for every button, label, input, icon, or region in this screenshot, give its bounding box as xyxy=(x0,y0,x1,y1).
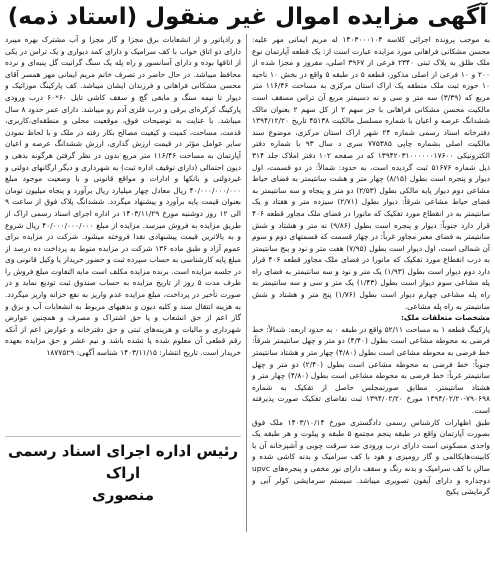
column-divider xyxy=(246,34,247,532)
notice-paragraph-1: به موجب پرونده اجرائی کلاسه ۱۴۰۳۰۰۰۱۰۴ له مریم ایمانی مهر علیه: محسن مشکانی فراهانی مورد مزایده عبارت است از: یک قطعه آپارتمان نوع ملک طلق به پلاک ثبتی ۲۳۴۰ فرعی از ۳۹۶۷ اصلی، مفروز و مجزا شده از ۲۰۰ و ۱۰ فرعی از اصلی مذکور، قطعه ۵ در طبقه ۵ واقع در بخش ۱۰ ناحیه ۱۰ حوزه ثبت ملک منطقه یک اراک استان مرکزی به مساحت ۱۱۶/۴۶ متر مربع که (۳/۳۹) سه متر و سی و نه دسیمتر مربع آن تراس مسقف است مالکیت محسن مشکانی فراهانی با جز سهم ۲ از کل سهم ۲ بعنوان مالک ششدانگ عرصه و اعیان با شماره مسلسل مالکیت ۴۵۱۳۸ تاریخ ۱۳۹۴/۱۲/۲۰ دفترخانه اسناد رسمی شماره ۲۴ شهر اراک استان مرکزی، موضوع سند مالکیت اصلی بشماره چاپی ۷۷۵۳۸۵ سری د سال ۹۳ با شماره دفتر الکترونیکی ۱۳۹۴۲۰۳۱۰۰۰۰۰۰۱۷۶۰۰ که در صفحه ۱۰۲ دفتر املاک جلد ۳۱۴ ذیل شماره ۵۱۶۷۶ ثبت گردیده است، به حدود: شمالاً: در دو قسمت، اول دیوار و پنجره است بطول (۸/۱۵) چهار متر و هشت سانتیمتر به فضای حیاط مشاعی دوم دیوار پایه مالکی بطول (۲/۵۳) دو متر و پنجاه و سه سانتیمتر به فضای حیاط مشاعی شرقاً: دیوار بطول (۲/۷۱) سیزده متر و هفتاد و یک سانتیمتر به در انقطاع مورد تفکیک که مانورا در فضای ملک مجاور قطعه ۴۰۶ قرار دارد جنوباً: دیوار و پنجره است بطول (۹/۸۶) نه متر و هشتاد و شش سانتیمتر به فضای معبر مجاور غرباً: در چهار قسمت که قسمتهای دوم و سوم آن شمالی است، اول دیوار است بطول (۷/۹۵) هفت متر و نود و پنج سانتیمتر به درب انقطاع مورد تفکیک که مانورا در فضای ملک مجاور قطعه ۴۰۶ قرار دارد دوم دیوار است بطول (۱/۹۳) یک متر و نود و سه سانتیمتر به فضای راه پله مشاعی سوم دیوار است بطول (۱/۴۳) یک متر و سی و سه سانتیمتر به راه پله مشاعی چهارم دیوار است بطول (۱/۷۶) پنج متر و هشتاد و شش سانتیمتر به راه پله مشاعی. xyxy=(252,35,490,311)
signature-separator xyxy=(5,436,241,437)
notice-paragraph-3: طبق اظهارات کارشناس رسمی دادگستری مورخ ۱۴۰۳/۱۰/۱۴ ملک فوق بصورت آپارتمان واقع در طبقه پنجم مجتمع ۵ طبقه و پیلوت و هر طبقه یک واحدی مسکونی است دارای درب ورودی ضد سرقت چوبی و آشپزخانه آن با کابینت‌هایکالمی و گاز رومیزی و هود با کف سرامیک و بدنه کاشی شده و سالن با کف سرامیک و بدنه رنگ و سقف دارای نور مخفی و پنجره‌های upvc دوجداره و دارای آیفون تصویری میباشد. سیستم سرمایشی کولر آبی و گرمایشی پکیج xyxy=(252,417,490,497)
signature-name: منصوری xyxy=(92,486,154,504)
signature-title: رئیس اداره اجرای اسناد رسمی اراک xyxy=(7,442,239,482)
left-column xyxy=(5,34,241,434)
right-column xyxy=(252,34,490,532)
notice-paragraph-2: پارکینگ قطعه ۱ به مساحت ۵۲/۱۱ واقع در طبقه ۰ به حدود اربعه: شمالاً: خط فرضی به محوطه مشاعی است بطول (۴/۴۰) دو متر و چهل سانتیمتر شرقاً: خط فرضی به محوطه مشاعی است بطول (۴/۸۰) چهار متر و هشتاد سانتیمتر جنوباً: خط فرضی به محوطه مشاعی است بطول (۲/۴۰) دو متر و چهل سانتیمتر غرباً: خط فرضی به محوطه مشاعی است بطول (۴/۸۰) چهار متر و هشتاد سانتیمتر. مطابق صورتمجلس حاصل از تفکیک به شماره ۷۹۰۶۹۸-۱۳۹۴/۰۲/۲۰ مورخ ۱۳۹۴/۰۲/۲۰ ثبت تقاضای تفکیک صورت پذیرفته است. xyxy=(252,324,490,415)
notice-title: آگهی مزایده اموال غیر منقول (استاد ذمه) xyxy=(7,4,488,30)
signature-block xyxy=(5,440,241,506)
notice-paragraph-4: و رادیاتور و از انشعابات برق مجزا و گاز مجزا و آب مشترک بهره میبرد دارای دو اتاق خواب با کف سرامیک و دارای کمد دیواری و یک تراس در یکی از اتاقها بوده و دارای آسانسور و راه پله یک سنگ گرانیت گل پنبه‌ای و نرده محافظ میباشد. در حال حاضر در تصرف خانم مریم ایمانی مهر همسر آقای محسن مشکانی فراهانی و فرزندان ایشان میباشد. کف پارکینگ موزائیک و دیوار تا نیمه سنگ و مابقی گچ و سقف کاشی تایل ۶۰*۶۰ درب ورودی پارکینگ کرکره‌ای برقی و درب فلزی آدم رو میباشد. دارای عمر حدود ۸ سال میباشد. با عنایت به توضیحات فوق، موقعیت محلی و منطقه‌ای،کاربری، قدمت، مساحت، کمیت و کیفیت مصالح بکار رفته در ملک و با لحاظ نمودن سایر عوامل مؤثر در قیمت ارزش گذاری، ارزش ششدانگ عرصه و اعیان آپارتمان به مساحت ۱۱۶/۴۶ متر مربع بدون در نظر گرفتن هرگونه بدهی و دیون احتمالی (دارای توقیف اداره ثبت) به شهرداری و دیگر ارگانهای دولتی و غیردولتی و بانکها و ادارات و مواقع قانونی و با وضعیت موجود مبلغ ۴۰/۰۰۰/۰۰۰/۰۰۰ ریال معادل چهار میلیارد ریال برآورد و پنجاه میلیون تومان بعنوان قیمت پایه برآورد و پیشنهاد میگردد. ششدانگ پلاک فوق از ساعت ۹ الی ۱۲ روز دوشنبه مورخ ۱۴۰۳/۱۱/۲۹ در اداره اجرای اسناد رسمی اراک از طریق مزایده به فروش میرسد. مزایده از مبلغ ۴۰/۰۰۰/۰۰۰/۰۰۰ ریال شروع و به بالاترین قیمت پیشنهادی نقدا فروخته میشود. شرکت در مزایده برای عموم آزاد و طبق ماده ۱۳۶ شرکت در مزایده منوط به پرداخت ده درصد از مبلغ پایه کارشناسی به حساب سپرده ثبت و حضور خریدار یا وکیل قانونی وی در جلسه مزایده است. برنده مزایده مکلف است مابه التفاوت مبلغ فروش را ظرف مدت ۵ روز از تاریخ مزایده به حساب صندوق ثبت تودیع نماید و در صورت تأخیر در پرداخت، مبلغ مزایده عدم واریز به نفع خزانه واریز میگردد. به هزینه انتقال سند و کلیه دیون و بدهیهای مربوط به انشعابات آب و برق و گاز اعم از حق انشعاب و یا حق اشتراک و مصرف و همچنین عوارض شهرداری و مالیات و هزینه‌های ثبتی و حق دفترخانه و عوارض اعم از آنکه رقم قطعی آن معلوم شده یا نشده باشد و نیم عشر و حق مزایده بعهده خریدار است. تاریخ انتشار: ۱۴۰۳/۱۱/۱۵ شناسه آگهی: ۱۸۷۷۵۲۹ xyxy=(5,35,241,358)
appurtenances-heading: مشخصات متعلقات ملک: xyxy=(400,313,490,323)
